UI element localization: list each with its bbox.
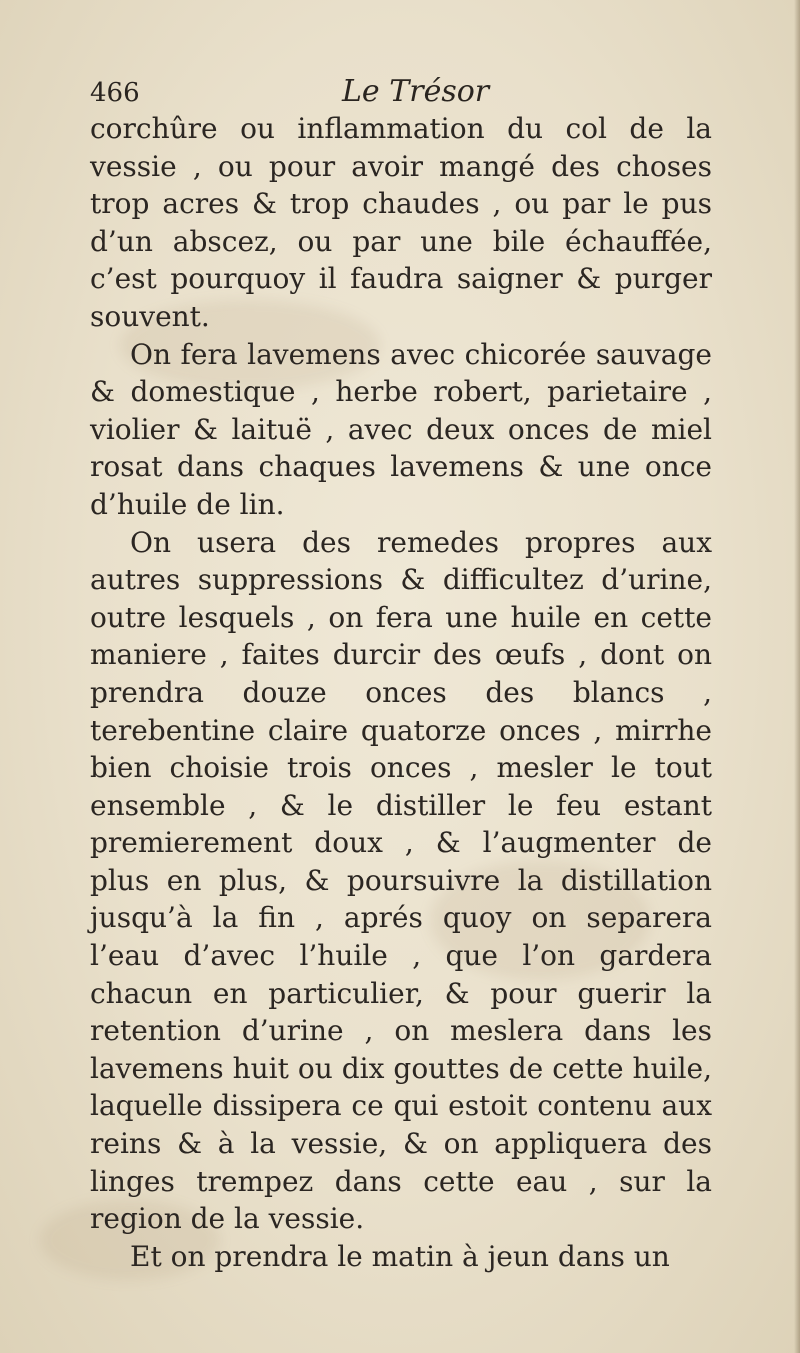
- paragraph: Et on prendra le matin à jeun dans un: [130, 1239, 670, 1273]
- running-title: Le Trésor: [342, 74, 490, 109]
- page-edge-shadow: [794, 0, 800, 1353]
- paragraph: corchûre ou inflammation du col de la vessie , ou pour avoir mangé des choses trop acres & trop chaudes , ou par le pus d’un abscez, ou par une bile échauffée, c’est pourquoy il faudra saigner & purger souvent.: [90, 112, 712, 333]
- body-text: [90, 110, 712, 1275]
- page-number: 466: [90, 78, 140, 108]
- paragraph: On usera des remedes propres aux autres suppressions & difficultez d’urine, outre lesquels , on fera une huile en cette maniere , faites durcir des œufs , dont on prendra douze onces des blancs , terebentine claire quatorze onces , mirrhe bien choisie trois onces , mesler le tout ensemble , & le distiller le feu estant premierement doux , & l’augmenter de plus en plus, & poursuivre la distillation jusqu’à la fin , aprés quoy on separera l’eau d’avec l’huile , que l’on gardera chacun en particulier, & pour guerir la retention d’urine , on meslera dans les lavemens huit ou dix gouttes de cette huile, laquelle dissipera ce qui estoit contenu aux reins & à la vessie, & on appliquera des linges trempez dans cette eau , sur la region de la vessie.: [90, 525, 712, 1236]
- paragraph: On fera lavemens avec chicorée sauvage & domestique , herbe robert, parietaire , violier & laituë , avec deux onces de miel rosat dans chaques lavemens & une once d’huile de lin.: [90, 337, 712, 521]
